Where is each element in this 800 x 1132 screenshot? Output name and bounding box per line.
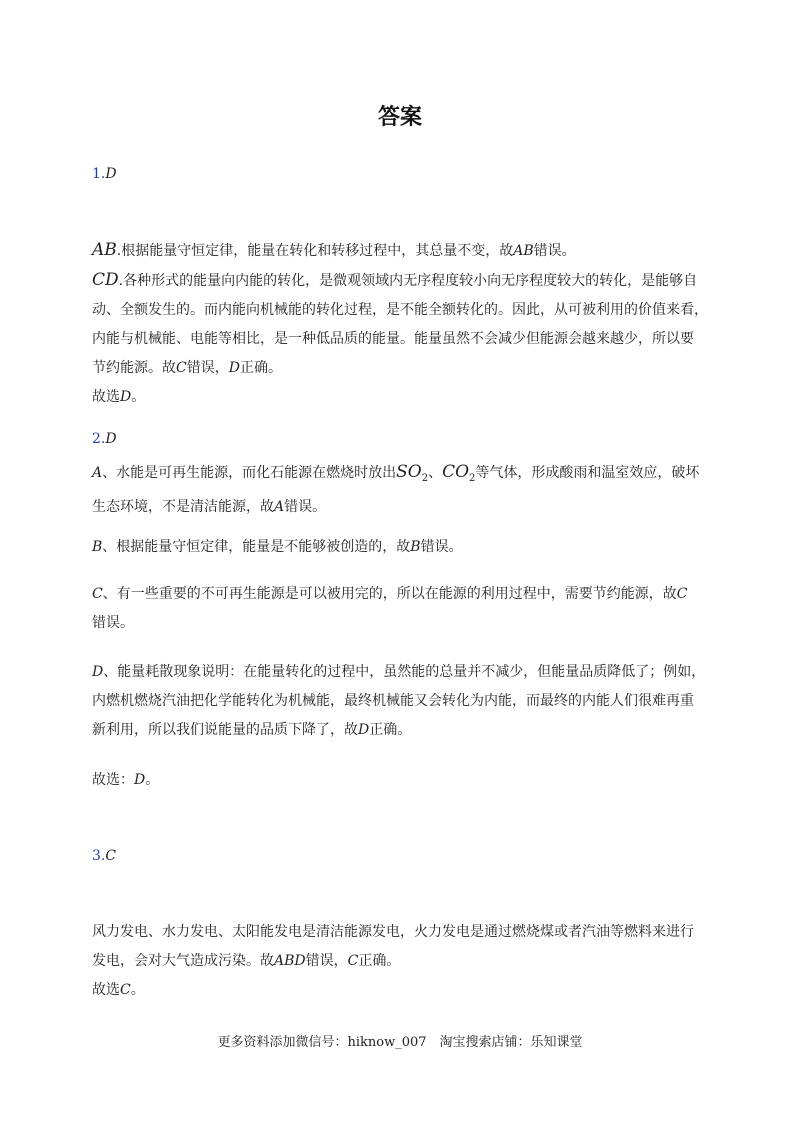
q3-number: 3. [92, 848, 106, 864]
page-title: 答案 [377, 105, 422, 130]
q2-option-a: A、水能是可再生能源，而化石能源在燃烧时放出$SO_2$、$CO_2$等气体，形成酸雨和温室效应，破坏 生态环境，不是清洁能源，故A错误。 [92, 462, 700, 515]
q3-explanation: 风力发电、水力发电、太阳能发电是清洁能源发电，火力发电是通过燃烧煤或者汽油等燃料来进行 发电，会对大气造成污染。故ABD错误，C正确。 故选C。 [92, 924, 694, 998]
page-footer: 更多资料添加微信号：hiknow_007 淘宝搜索店铺：乐知课堂 [217, 1035, 583, 1050]
q1-explanation: AB.根据能量守恒定律，能量在转化和转移过程中，其总量不变，故AB错误。 CD.各种形式的能量向内能的转化，是微观领域内无序程度较小向无序程度较大的转化，是能够自 动、全额发生的。而内能向机械能的转化过程，是不能全额转化的。因此，从可被利用的价值来看， 内能与机械能、电能等相比，是一种低品质的能量。能量虽然不会减少但能源会越来越少，所以要 节约能源。故C错误，D正确。 故选D。 [92, 240, 708, 405]
q1-answer: D [105, 166, 117, 182]
so2-formula: SO [396, 462, 422, 482]
q3-answer: C [105, 848, 117, 864]
co2-formula: CO [442, 462, 470, 482]
q2-number: 2. [92, 431, 106, 447]
q2-option-c: C、有一些重要的不可再生能源是可以被用完的，所以在能源的利用过程中，需要节约能源，故C 错误。 [92, 586, 688, 631]
q2-answer-heading [92, 431, 117, 447]
q2-option-b: B、根据能量守恒定律，能量是不能够被创造的，故B错误。 [92, 539, 463, 555]
q1-number: 1. [92, 166, 106, 182]
q3-answer-heading [92, 848, 116, 864]
q2-conclusion: 故选：D。 [92, 772, 160, 788]
q2-option-d: D、能量耗散现象说明：在能量转化的过程中，虽然能的总量并不减少，但能量品质降低了；例如， 内燃机燃烧汽油把化学能转化为机械能，最终机械能又会转化为内能，而最终的内能人们很难再重 新利用，所以我们说能量的品质下降了，故D正确。 [92, 664, 706, 738]
q1-cd-label: CD [92, 270, 119, 290]
q1-ab-label: AB [92, 240, 117, 260]
q1-answer-heading [92, 166, 117, 182]
q2-answer: D [105, 431, 117, 447]
